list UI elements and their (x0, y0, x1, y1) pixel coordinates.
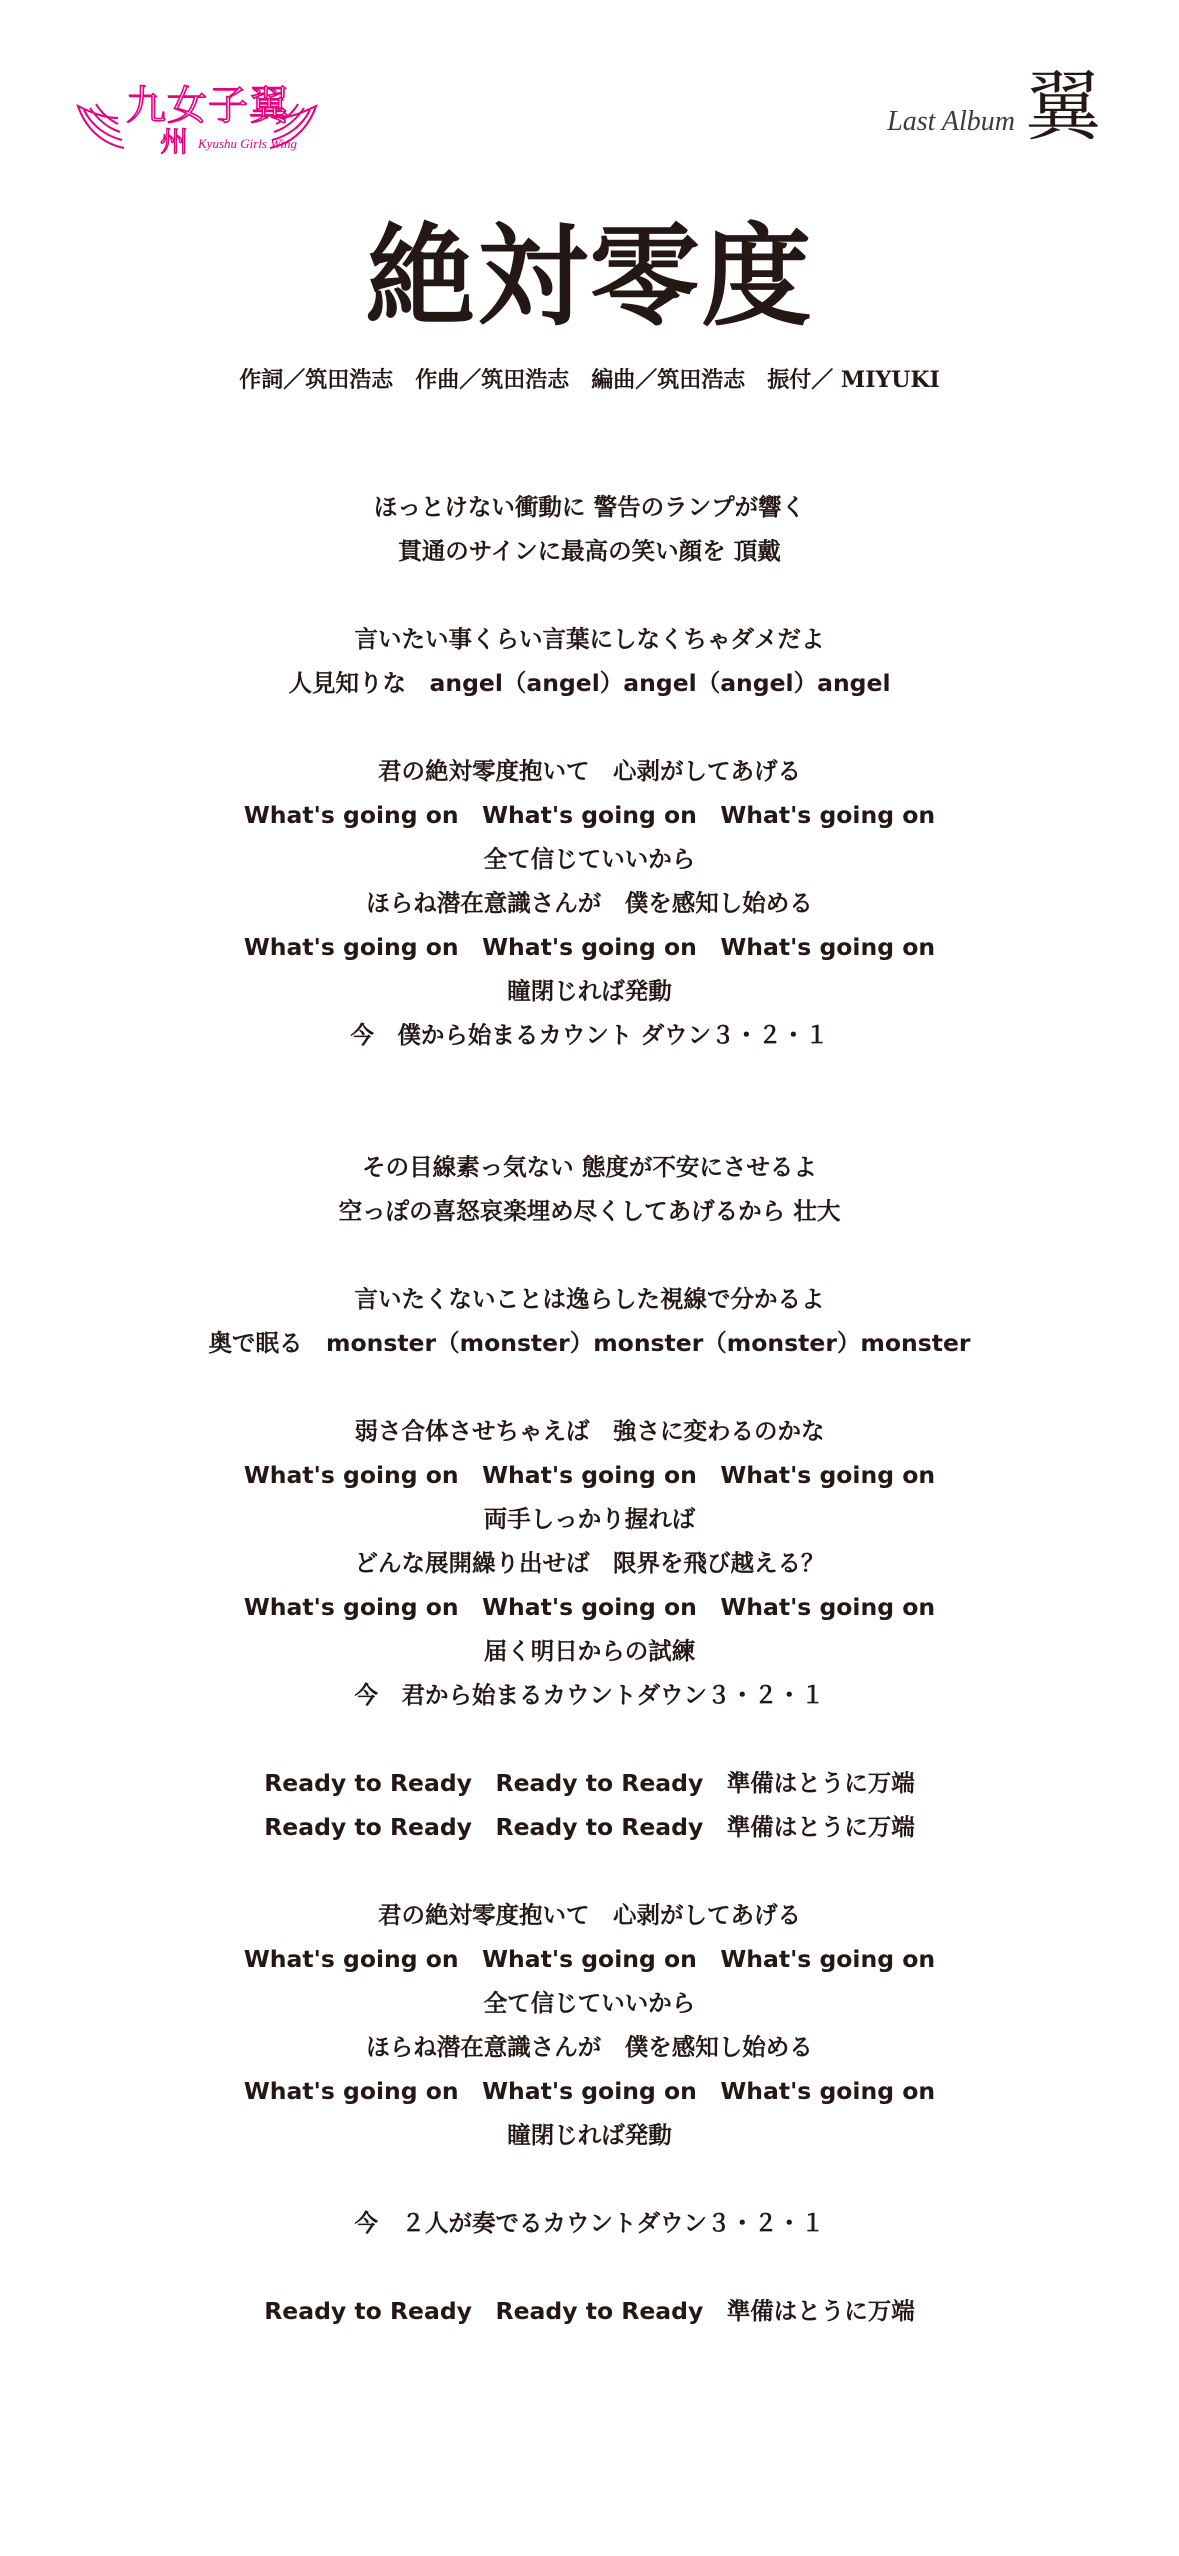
lyric-line: その目線素っ気ない 態度が不安にさせるよ (362, 1153, 817, 1181)
lyric-line: 両手しっかり握れば (483, 1505, 696, 1533)
logo-main-text: 九女子翼 (126, 83, 290, 129)
lyric-stanza (0, 1761, 1179, 1849)
lyric-line: 瞳閉じれば発動 (507, 977, 672, 1005)
lyric-line: 言いたい事くらい言葉にしなくちゃダメだよ (354, 625, 825, 653)
lyric-line: Ready to Ready Ready to Ready 準備はとうに万端 (264, 2297, 915, 2325)
lyric-line: 空っぽの喜怒哀楽埋め尽くしてあげるから 壮大 (338, 1197, 841, 1225)
lyric-line: What's going on What's going on What's going on (243, 1945, 936, 1973)
lyric-stanza (0, 1409, 1179, 1717)
group-logo (74, 78, 320, 164)
lyric-stanza (0, 2289, 1179, 2333)
lyric-line: What's going on What's going on What's going on (243, 1461, 936, 1489)
lyric-line: ほらね潜在意識さんが 僕を感知し始める (366, 2033, 813, 2061)
lyric-line: 奥で眠る monster（monster）monster（monster）monster (208, 1329, 971, 1357)
lyric-line: 届く明日からの試練 (483, 1637, 696, 1665)
lyric-line: どんな展開繰り出せば 限界を飛び越える？ (354, 1549, 825, 1577)
lyric-line: 今 ２人が奏でるカウントダウン３・２・１ (354, 2209, 825, 2237)
lyric-stanza (0, 1893, 1179, 2157)
lyric-line: 言いたくないことは逸らした視線で分かるよ (354, 1285, 825, 1313)
lyric-line: 君の絶対零度抱いて 心剥がしてあげる (378, 1901, 801, 1929)
lyric-stanza (0, 1277, 1179, 1365)
lyric-line: 貫通のサインに最高の笑い顔を 頂戴 (398, 537, 781, 565)
lyric-line: 瞳閉じれば発動 (507, 2121, 672, 2149)
lyric-line: Ready to Ready Ready to Ready 準備はとうに万端 (264, 1769, 915, 1797)
logo-sub-text: 州 (160, 125, 189, 158)
album-heading (887, 64, 1101, 150)
lyric-line: 今 君から始まるカウントダウン３・２・１ (354, 1681, 825, 1709)
lyric-line: 全て信じていいから (483, 845, 696, 873)
song-title: 絶対零度 (365, 213, 814, 341)
lyric-line: 全て信じていいから (483, 1989, 696, 2017)
logo-english-text: Kyushu Girls Wing (198, 136, 297, 151)
lyric-line: 今 僕から始まるカウント ダウン３・２・１ (350, 1021, 829, 1049)
lyric-stanza (0, 1145, 1179, 1233)
lyric-line: 人見知りな angel（angel）angel（angel）angel (288, 669, 891, 697)
lyric-line: 君の絶対零度抱いて 心剥がしてあげる (378, 757, 801, 785)
lyric-line: What's going on What's going on What's going on (243, 801, 936, 829)
lyric-line: What's going on What's going on What's going on (243, 1593, 936, 1621)
lyric-stanza (0, 485, 1179, 573)
album-title: 翼 (1025, 62, 1101, 151)
lyric-line: Ready to Ready Ready to Ready 準備はとうに万端 (264, 1813, 915, 1841)
lyric-line: What's going on What's going on What's going on (243, 2077, 936, 2105)
lyric-line: ほらね潜在意識さんが 僕を感知し始める (366, 889, 813, 917)
album-label: Last Album (887, 106, 1015, 137)
lyrics (0, 485, 1179, 2377)
song-credits: 作詞／筑田浩志 作曲／筑田浩志 編曲／筑田浩志 振付／ MIYUKI (239, 367, 940, 393)
lyric-line: 弱さ合体させちゃえば 強さに変わるのかな (354, 1417, 825, 1445)
lyric-stanza (0, 749, 1179, 1057)
lyric-stanza (0, 2201, 1179, 2245)
lyric-stanza (0, 617, 1179, 705)
lyric-line: What's going on What's going on What's going on (243, 933, 936, 961)
lyric-line: ほっとけない衝動に 警告のランプが響く (373, 493, 806, 521)
